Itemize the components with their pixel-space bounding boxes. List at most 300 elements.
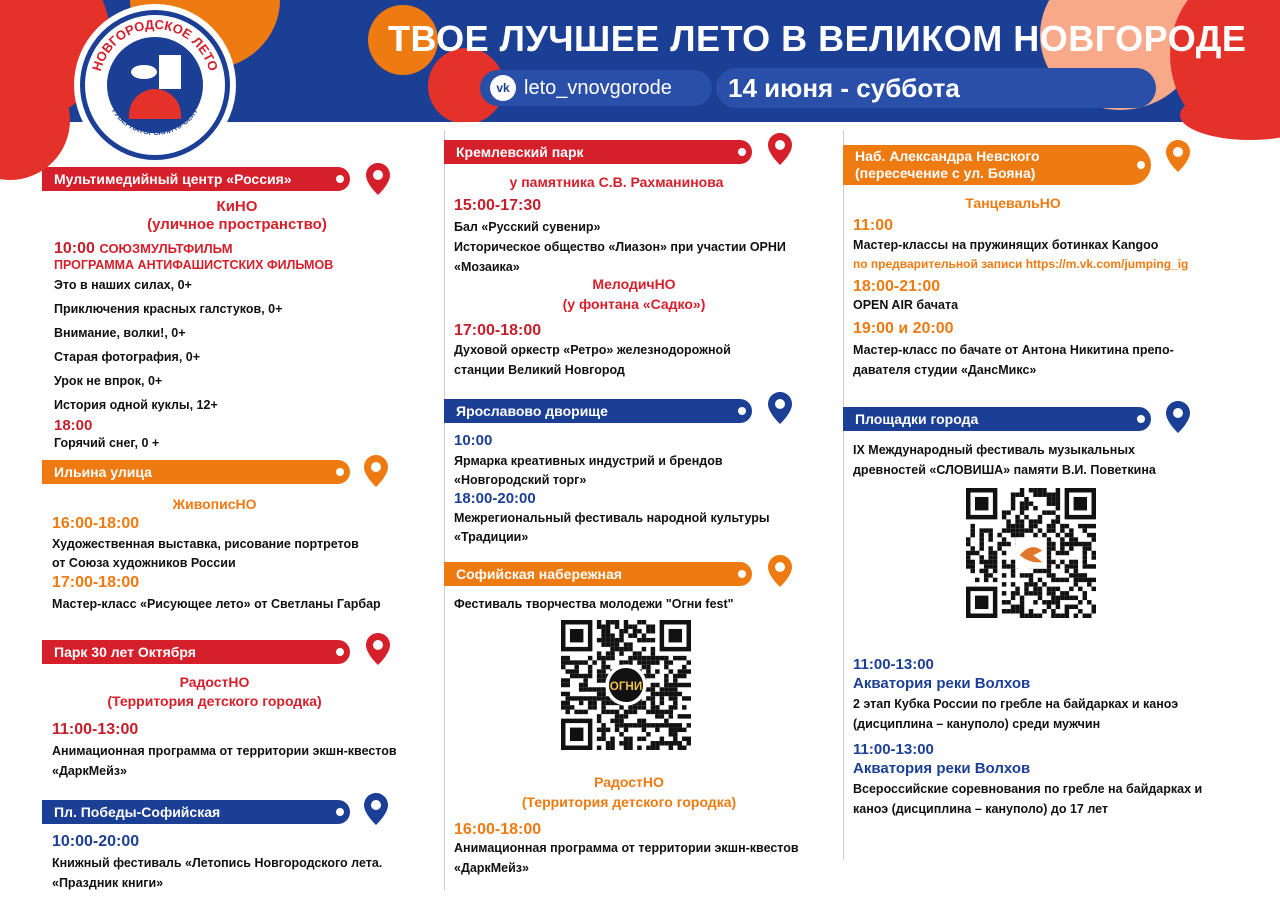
qr-module — [1002, 537, 1006, 541]
qr-module — [646, 696, 650, 700]
event-text: Мастер-класс «Рисующее лето» от Светланы Гарбар — [52, 597, 381, 611]
qr-module — [588, 687, 592, 691]
qr-module — [1087, 524, 1091, 528]
qr-module — [1029, 501, 1033, 505]
qr-module — [628, 737, 632, 741]
qr-module — [1092, 524, 1096, 528]
qr-module — [1092, 564, 1096, 568]
event-text: Бал «Русский сувенир» — [454, 220, 601, 234]
qr-module — [1069, 528, 1073, 532]
qr-module — [597, 651, 601, 655]
qr-module — [979, 528, 983, 532]
qr-module — [1065, 569, 1069, 573]
qr-module — [970, 546, 974, 550]
qr-module — [574, 674, 578, 678]
qr-module — [1047, 524, 1051, 528]
qr-module — [610, 746, 614, 750]
qr-module — [597, 620, 601, 624]
qr-module — [970, 560, 974, 564]
qr-module — [637, 705, 641, 709]
qr-module — [1065, 551, 1069, 555]
time-label: 11:00-13:00 — [853, 656, 934, 673]
qr-module — [597, 737, 601, 741]
qr-module — [624, 714, 628, 718]
qr-module — [606, 656, 610, 660]
qr-module — [1024, 528, 1028, 532]
qr-module — [565, 678, 569, 682]
qr-module — [993, 578, 997, 582]
qr-module — [664, 660, 668, 664]
qr-module — [966, 542, 970, 546]
qr-module — [597, 669, 601, 673]
qr-module — [592, 660, 596, 664]
qr-module — [1060, 528, 1064, 532]
place-label: Акватория реки Волхов — [853, 760, 1031, 777]
qr-module — [993, 551, 997, 555]
qr-module — [579, 660, 583, 664]
event-text: OPEN AIR бачата — [853, 298, 959, 312]
location-name: Ярославово дворище — [456, 403, 608, 419]
svg-text:НОВГОРОДСКОЕ ЛЕТО — [89, 17, 221, 73]
qr-module — [624, 710, 628, 714]
qr-module — [570, 674, 574, 678]
map-pin-icon[interactable] — [366, 163, 390, 195]
registration-link[interactable]: по предварительной записи https://m.vk.com/jumping_ig — [853, 257, 1189, 271]
time-label: 18:00-20:00 — [454, 490, 536, 507]
qr-module — [597, 714, 601, 718]
map-pin-icon[interactable] — [768, 392, 792, 424]
qr-module — [1029, 519, 1033, 523]
qr-module — [1078, 578, 1082, 582]
qr-module — [682, 665, 686, 669]
map-pin-icon[interactable] — [768, 555, 792, 587]
qr-module — [601, 638, 605, 642]
qr-module — [1020, 488, 1024, 492]
qr-module — [628, 710, 632, 714]
qr-module — [669, 660, 673, 664]
qr-module — [565, 683, 569, 687]
time-label: 11:00-13:00 — [853, 741, 934, 758]
time-label: 17:00-18:00 — [52, 574, 140, 591]
film-item: Внимание, волки!, 0+ — [54, 326, 186, 340]
qr-module — [588, 674, 592, 678]
qr-module — [1056, 564, 1060, 568]
qr-module — [1020, 600, 1024, 604]
location-bar-park30 — [42, 640, 350, 664]
qr-module — [988, 560, 992, 564]
qr-module — [1051, 501, 1055, 505]
event-text: (дисциплина – кануполо) среди мужчин — [853, 717, 1101, 731]
location-bar-ilyina — [42, 460, 350, 484]
qr-module — [1038, 587, 1042, 591]
qr-module — [678, 692, 682, 696]
qr-module — [660, 710, 664, 714]
qr-module — [1051, 600, 1055, 604]
qr-module — [1065, 578, 1069, 582]
location-bar-russia — [42, 167, 350, 191]
qr-module — [1042, 582, 1046, 586]
qr-module — [583, 687, 587, 691]
qr-module — [966, 560, 970, 564]
qr-module — [1042, 609, 1046, 613]
qr-module — [1069, 605, 1073, 609]
qr-module — [646, 669, 650, 673]
qr-module — [610, 710, 614, 714]
qr-module — [646, 687, 650, 691]
qr-module — [1002, 564, 1006, 568]
location-bar-nevsky — [843, 145, 1151, 185]
qr-module — [1074, 560, 1078, 564]
qr-module — [646, 732, 650, 736]
qr-module — [1083, 546, 1087, 550]
qr-module — [655, 710, 659, 714]
qr-module — [1024, 573, 1028, 577]
qr-module — [597, 728, 601, 732]
qr-module — [1024, 587, 1028, 591]
qr-module — [565, 705, 569, 709]
qr-module — [588, 656, 592, 660]
event-text: давателя студии «ДансМикс» — [853, 363, 1037, 377]
qr-module — [1065, 533, 1069, 537]
qr-module — [660, 723, 664, 727]
qr-module — [1033, 587, 1037, 591]
qr-module — [1020, 501, 1024, 505]
qr-module — [1047, 564, 1051, 568]
qr-module — [624, 620, 628, 624]
qr-module — [583, 696, 587, 700]
qr-module — [619, 660, 623, 664]
qr-module — [637, 651, 641, 655]
qr-module — [646, 624, 650, 628]
qr-module — [642, 728, 646, 732]
map-pin-icon[interactable] — [366, 633, 390, 665]
time-label: 10:00-20:00 — [52, 833, 140, 850]
event-text: «Новгородский торг» — [454, 473, 587, 487]
qr-module — [1042, 510, 1046, 514]
qr-module — [673, 674, 677, 678]
location-name-line: (пересечение с ул. Бояна) — [855, 165, 1036, 181]
time-label: 16:00-18:00 — [454, 821, 542, 838]
qr-module — [606, 728, 610, 732]
qr-module — [678, 683, 682, 687]
qr-module — [984, 560, 988, 564]
qr-module — [651, 746, 655, 750]
qr-module — [660, 701, 664, 705]
qr-module — [1047, 573, 1051, 577]
qr-module — [651, 696, 655, 700]
qr-module — [1051, 546, 1055, 550]
qr-module — [1047, 546, 1051, 550]
qr-module — [984, 573, 988, 577]
qr-module — [1002, 551, 1006, 555]
qr-module — [1078, 542, 1082, 546]
logo-arc-text — [85, 15, 225, 155]
qr-module — [1002, 600, 1006, 604]
qr-module — [1047, 551, 1051, 555]
film-item: Горячий снег, 0 + — [54, 436, 160, 450]
qr-module — [565, 701, 569, 705]
qr-module — [610, 647, 614, 651]
qr-module — [592, 701, 596, 705]
qr-module — [660, 696, 664, 700]
qr-module — [993, 564, 997, 568]
qr-module — [610, 656, 614, 660]
qr-module — [619, 732, 623, 736]
qr-module — [1029, 582, 1033, 586]
qr-module — [1056, 515, 1060, 519]
qr-module — [1029, 488, 1033, 492]
dot-icon — [336, 808, 344, 816]
qr-module — [651, 629, 655, 633]
qr-module — [1006, 510, 1010, 514]
qr-module — [1033, 488, 1037, 492]
qr-module — [565, 696, 569, 700]
qr-module — [669, 746, 673, 750]
event-text: «ДаркМейз» — [454, 861, 529, 875]
qr-module — [1011, 582, 1015, 586]
qr-module — [1065, 564, 1069, 568]
qr-module — [1056, 587, 1060, 591]
time-label: 18:00 — [54, 417, 93, 434]
qr-module — [561, 665, 565, 669]
event-text: станции Великий Новгород — [454, 363, 625, 377]
qr-module — [642, 647, 646, 651]
logo-title: НОВГОРОДСКОЕ ЛЕТО — [88, 16, 222, 73]
qr-module — [678, 714, 682, 718]
qr-module — [669, 687, 673, 691]
qr-module — [637, 620, 641, 624]
qr-module — [669, 705, 673, 709]
qr-module — [628, 633, 632, 637]
map-pin-icon[interactable] — [1166, 401, 1190, 433]
qr-module — [979, 569, 983, 573]
qr-module — [628, 705, 632, 709]
qr-module — [993, 560, 997, 564]
qr-module — [606, 633, 610, 637]
qr-module — [682, 737, 686, 741]
qr-module — [619, 647, 623, 651]
qr-module — [619, 638, 623, 642]
qr-module — [673, 656, 677, 660]
qr-module — [601, 669, 605, 673]
qr-module — [606, 638, 610, 642]
qr-module — [1024, 515, 1028, 519]
qr-module — [601, 642, 605, 646]
qr-module — [669, 683, 673, 687]
qr-module — [970, 551, 974, 555]
qr-module — [628, 647, 632, 651]
qr-module — [651, 741, 655, 745]
qr-module — [592, 696, 596, 700]
qr-module — [642, 656, 646, 660]
qr-module — [1020, 614, 1024, 618]
place-label: Акватория реки Волхов — [853, 675, 1031, 692]
map-pin-icon[interactable] — [768, 133, 792, 165]
qr-module — [651, 705, 655, 709]
section-heading: МелодичНО — [592, 276, 676, 292]
qr-module — [624, 746, 628, 750]
qr-module — [1092, 605, 1096, 609]
qr-code-slovisha[interactable] — [966, 488, 1096, 618]
qr-module — [1051, 524, 1055, 528]
qr-module — [1056, 497, 1060, 501]
qr-module — [1033, 506, 1037, 510]
qr-module — [615, 714, 619, 718]
qr-module — [601, 696, 605, 700]
qr-module — [597, 719, 601, 723]
qr-module — [1015, 524, 1019, 528]
qr-module — [606, 624, 610, 628]
qr-module — [1092, 587, 1096, 591]
qr-module — [597, 746, 601, 750]
film-item: Это в наших силах, 0+ — [54, 278, 192, 292]
film-item: Старая фотография, 0+ — [54, 350, 201, 364]
qr-module — [673, 696, 677, 700]
qr-module — [673, 705, 677, 709]
qr-module — [601, 692, 605, 696]
qr-module — [1038, 596, 1042, 600]
qr-module — [1069, 596, 1073, 600]
qr-module — [1069, 542, 1073, 546]
qr-module — [624, 723, 628, 727]
qr-module — [1024, 501, 1028, 505]
place-label: у памятника С.В. Рахманинова — [509, 174, 724, 190]
qr-module — [588, 669, 592, 673]
dot-icon — [336, 648, 344, 656]
qr-module — [1060, 578, 1064, 582]
qr-module — [619, 714, 623, 718]
qr-module — [1083, 564, 1087, 568]
qr-module — [1042, 569, 1046, 573]
qr-module — [1056, 533, 1060, 537]
qr-module — [970, 528, 974, 532]
qr-module — [642, 737, 646, 741]
qr-module — [561, 660, 565, 664]
qr-module — [664, 719, 668, 723]
qr-module — [1015, 515, 1019, 519]
qr-module — [678, 669, 682, 673]
qr-module — [615, 638, 619, 642]
qr-module — [979, 537, 983, 541]
qr-module — [1056, 596, 1060, 600]
qr-module — [988, 546, 992, 550]
qr-module — [655, 669, 659, 673]
map-pin-icon[interactable] — [1166, 140, 1190, 172]
qr-module — [664, 674, 668, 678]
qr-module — [1078, 609, 1082, 613]
section-heading: ЖивописНО — [172, 496, 257, 512]
qr-module — [637, 746, 641, 750]
qr-module — [651, 624, 655, 628]
qr-module — [988, 533, 992, 537]
qr-module — [570, 660, 574, 664]
qr-module — [1006, 542, 1010, 546]
qr-module — [624, 741, 628, 745]
time-label: 10:00 — [54, 240, 95, 257]
qr-module — [628, 723, 632, 727]
qr-module — [1056, 506, 1060, 510]
qr-module — [601, 624, 605, 628]
qr-module — [979, 546, 983, 550]
qr-module — [651, 674, 655, 678]
event-text: Всероссийские соревнования по гребле на байдарках и — [853, 782, 1203, 796]
qr-module — [655, 741, 659, 745]
qr-module — [1015, 533, 1019, 537]
qr-module — [1083, 524, 1087, 528]
qr-module — [1051, 510, 1055, 514]
time-label: 11:00-13:00 — [52, 721, 139, 738]
qr-module — [1029, 614, 1033, 618]
qr-module — [646, 665, 650, 669]
qr-module — [615, 723, 619, 727]
qr-module — [574, 665, 578, 669]
qr-module — [628, 656, 632, 660]
qr-module — [664, 687, 668, 691]
qr-module — [1011, 528, 1015, 532]
qr-module — [682, 683, 686, 687]
qr-module — [664, 723, 668, 727]
qr-module — [988, 573, 992, 577]
event-text: древностей «СЛОВИША» памяти В.И. Поветкина — [853, 463, 1156, 477]
map-pin-icon[interactable] — [364, 793, 388, 825]
section-heading: ТанцевальНО — [965, 195, 1061, 211]
location-name — [855, 148, 1040, 182]
qr-module — [1020, 573, 1024, 577]
qr-module — [606, 665, 610, 669]
logo-subtitle: ГУБЕРНАТОРСКИЙ ПРОЕКТ — [110, 106, 200, 138]
qr-module — [966, 564, 970, 568]
qr-module — [1033, 614, 1037, 618]
time-label: 18:00-21:00 — [853, 278, 941, 295]
qr-module — [1069, 537, 1073, 541]
qr-module — [624, 647, 628, 651]
qr-module — [1087, 578, 1091, 582]
qr-module — [1083, 528, 1087, 532]
vk-link[interactable] — [480, 70, 712, 106]
qr-module — [642, 719, 646, 723]
qr-center-label: ОГНИ — [609, 679, 643, 693]
qr-module — [574, 660, 578, 664]
qr-module — [1087, 614, 1091, 618]
qr-module — [655, 714, 659, 718]
time-label: 10:00 — [454, 432, 493, 449]
qr-module — [687, 723, 691, 727]
qr-module — [1024, 591, 1028, 595]
qr-code-ogni[interactable] — [561, 620, 691, 750]
qr-module — [1051, 573, 1055, 577]
qr-module — [610, 620, 614, 624]
qr-module — [678, 674, 682, 678]
qr-module — [1060, 524, 1064, 528]
qr-module — [1020, 510, 1024, 514]
qr-module — [606, 710, 610, 714]
event-text: Межрегиональный фестиваль народной культуры — [454, 511, 770, 525]
qr-module — [673, 683, 677, 687]
qr-module — [1038, 492, 1042, 496]
qr-module — [678, 723, 682, 727]
location-name: Софийская набережная — [456, 566, 622, 582]
qr-module — [1002, 573, 1006, 577]
qr-module — [606, 620, 610, 624]
map-pin-icon[interactable] — [364, 455, 388, 487]
qr-module — [565, 656, 569, 660]
qr-module — [592, 687, 596, 691]
qr-module — [1047, 560, 1051, 564]
event-text: «Праздник книги» — [52, 876, 164, 890]
qr-module — [1047, 492, 1051, 496]
qr-module — [1051, 614, 1055, 618]
qr-module — [1029, 609, 1033, 613]
